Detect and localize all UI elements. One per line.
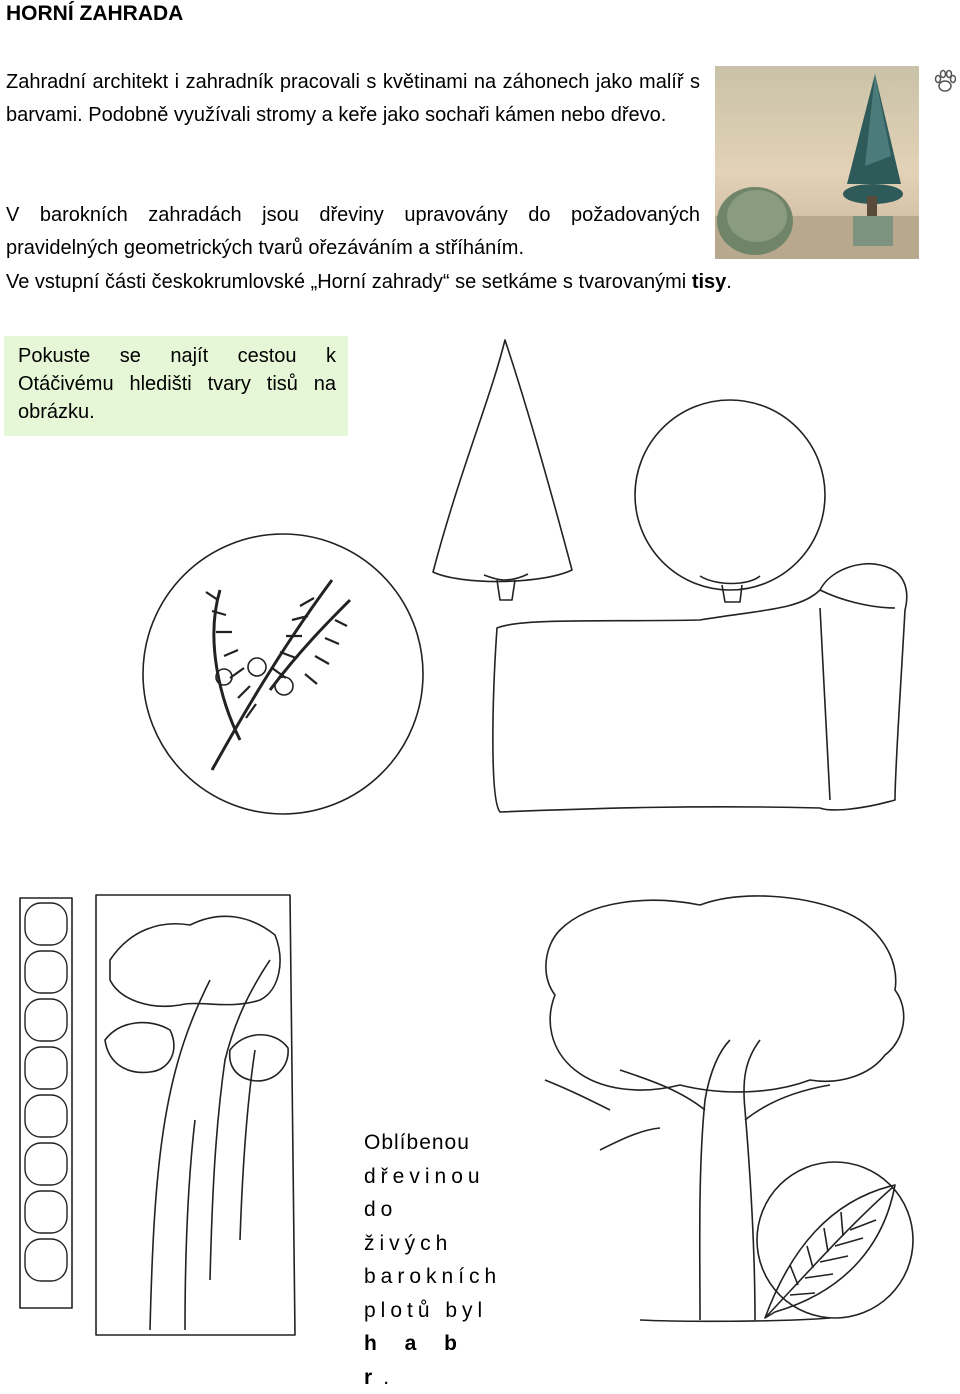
yew-keyword: tisy xyxy=(691,271,727,293)
hornbeam-keyword: h a b r xyxy=(364,1332,469,1389)
intro-paragraph-1: Zahradní architekt i zahradník pracovali s květinami na záhonech jako malíř s barvami. Podobně využívali stromy a keře jako sochaři kámen nebo dřevo. xyxy=(6,71,700,126)
hedge-block-topiary xyxy=(493,564,907,812)
sphere-topiary xyxy=(635,400,825,590)
page-title: HORNÍ ZAHRADA xyxy=(6,2,184,25)
hornbeam-leaf-circle xyxy=(757,1162,913,1318)
hornbeam-note xyxy=(364,1126,502,1394)
note-end: . xyxy=(383,1365,391,1389)
hornbeam-hedge-panel xyxy=(96,895,295,1335)
hornbeam-tree xyxy=(546,896,904,1092)
note-line-5: plotů byl xyxy=(364,1298,488,1322)
intro-paragraph-3-end: . xyxy=(726,271,732,293)
cone-topiary xyxy=(433,340,572,582)
note-line-1: Oblíbenou xyxy=(364,1131,470,1154)
intro-paragraph-3-text: Ve vstupní části českokrumlovské „Horní zahrady“ se setkáme s tvarovanými xyxy=(6,271,692,293)
note-line-6 xyxy=(364,1327,494,1394)
task-box: Pokuste se najít cestou k Otáčivému hledišti tvary tisů na obrázku. xyxy=(4,336,348,436)
note-line-2: dřevinou xyxy=(364,1164,485,1188)
intro-paragraph-2: V barokních zahradách jsou dřeviny upravovány do požadovaných pravidelných geometrických tvarů ořezáváním a stříháním. xyxy=(6,204,700,259)
note-line-3: do živých xyxy=(364,1198,453,1255)
note-line-4: barokních xyxy=(364,1265,502,1288)
